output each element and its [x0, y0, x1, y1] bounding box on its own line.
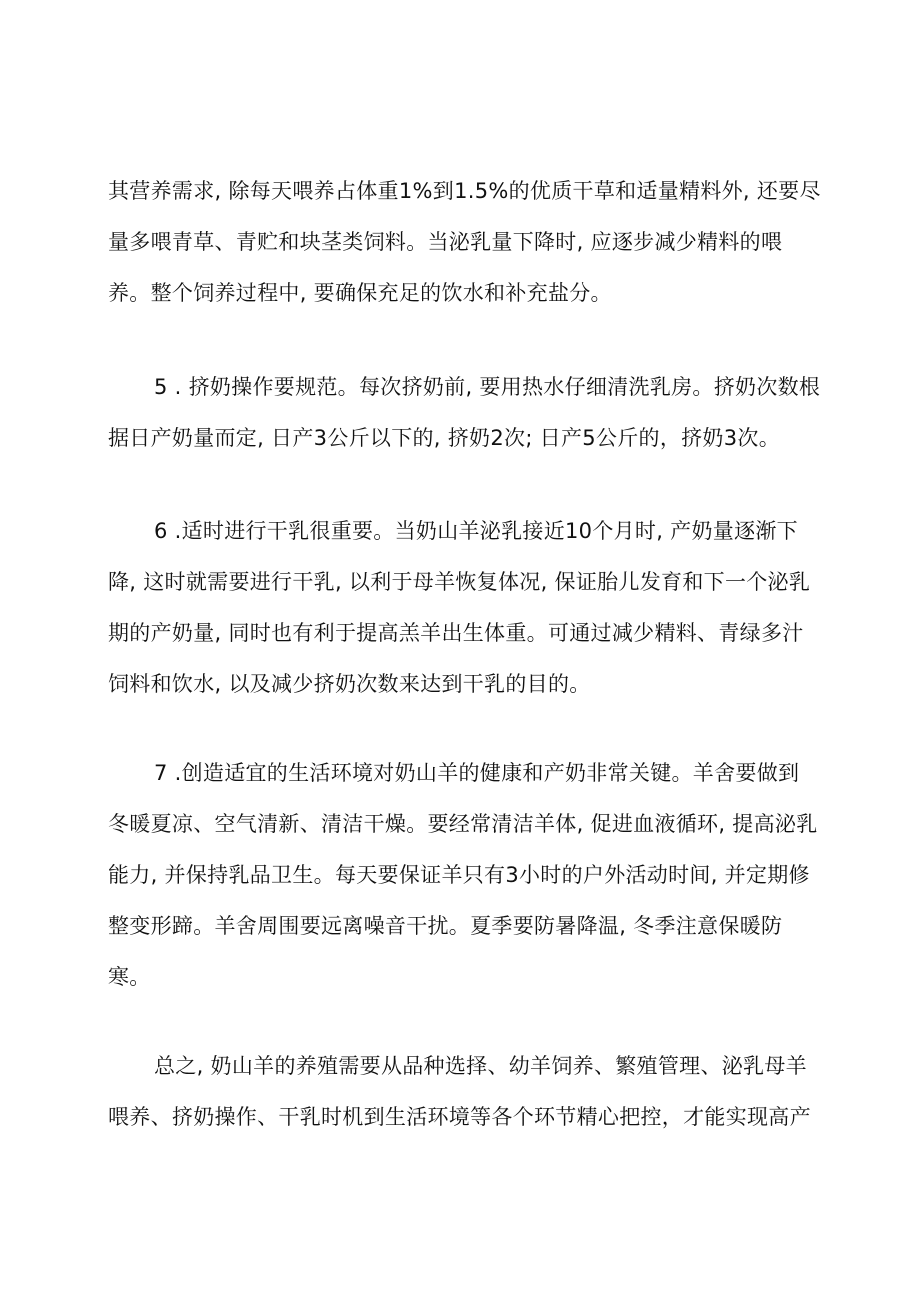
text-line: 养。整个饲养过程中, 要确保充足的饮水和补充盐分。 [108, 281, 612, 305]
text-line: 寒。 [108, 965, 151, 989]
text-line: 总之, 奶山羊的养殖需要从品种选择、幼羊饲养、繁殖管理、泌乳母羊 [154, 1054, 807, 1078]
text-line: 冬暖夏凉、空气清新、清洁干燥。要经常清洁羊体, 促进血液循环, 提高泌乳 [108, 812, 818, 836]
text-line: 期的产奶量, 同时也有利于提高羔羊出生体重。可通过减少精料、青绿多汁 [108, 621, 804, 645]
paragraph-summary [108, 1041, 828, 1143]
text-line: 喂养、挤奶操作、干乳时机到生活环境等各个环节精心把控，才能实现高产 [108, 1105, 811, 1129]
paragraph-nutrition-continued [108, 166, 828, 319]
text-line: 7 .创造适宜的生活环境对奶山羊的健康和产奶非常关键。羊舍要做到 [154, 761, 800, 785]
text-line: 5 . 挤奶操作要规范。每次挤奶前, 要用热水仔细清洗乳房。挤奶次数根 [154, 375, 821, 399]
text-line: 整变形蹄。羊舍周围要远离噪音干扰。夏季要防暑降温, 冬季注意保暖防 [108, 914, 783, 938]
paragraph-point-6 [108, 506, 828, 710]
text-line: 6 .适时进行干乳很重要。当奶山羊泌乳接近10个月时, 产奶量逐渐下 [154, 519, 798, 543]
text-line: 饲料和饮水, 以及减少挤奶次数来达到干乳的目的。 [108, 672, 591, 696]
paragraph-point-7 [108, 748, 828, 1003]
text-line: 据日产奶量而定, 日产3公斤以下的, 挤奶2次; 日产5公斤的，挤奶3次。 [108, 426, 780, 450]
text-line: 其营养需求, 除每天喂养占体重1%到1.5%的优质干草和适量精料外, 还要尽 [108, 179, 821, 203]
text-line: 降, 这时就需要进行干乳, 以利于母羊恢复体况, 保证胎儿发育和下一个泌乳 [108, 570, 811, 594]
text-line: 量多喂青草、青贮和块茎类饲料。当泌乳量下降时, 应逐步减少精料的喂 [108, 230, 783, 254]
text-line: 能力, 并保持乳品卫生。每天要保证羊只有3小时的户外活动时间, 并定期修 [108, 863, 810, 887]
paragraph-point-5 [108, 362, 828, 464]
